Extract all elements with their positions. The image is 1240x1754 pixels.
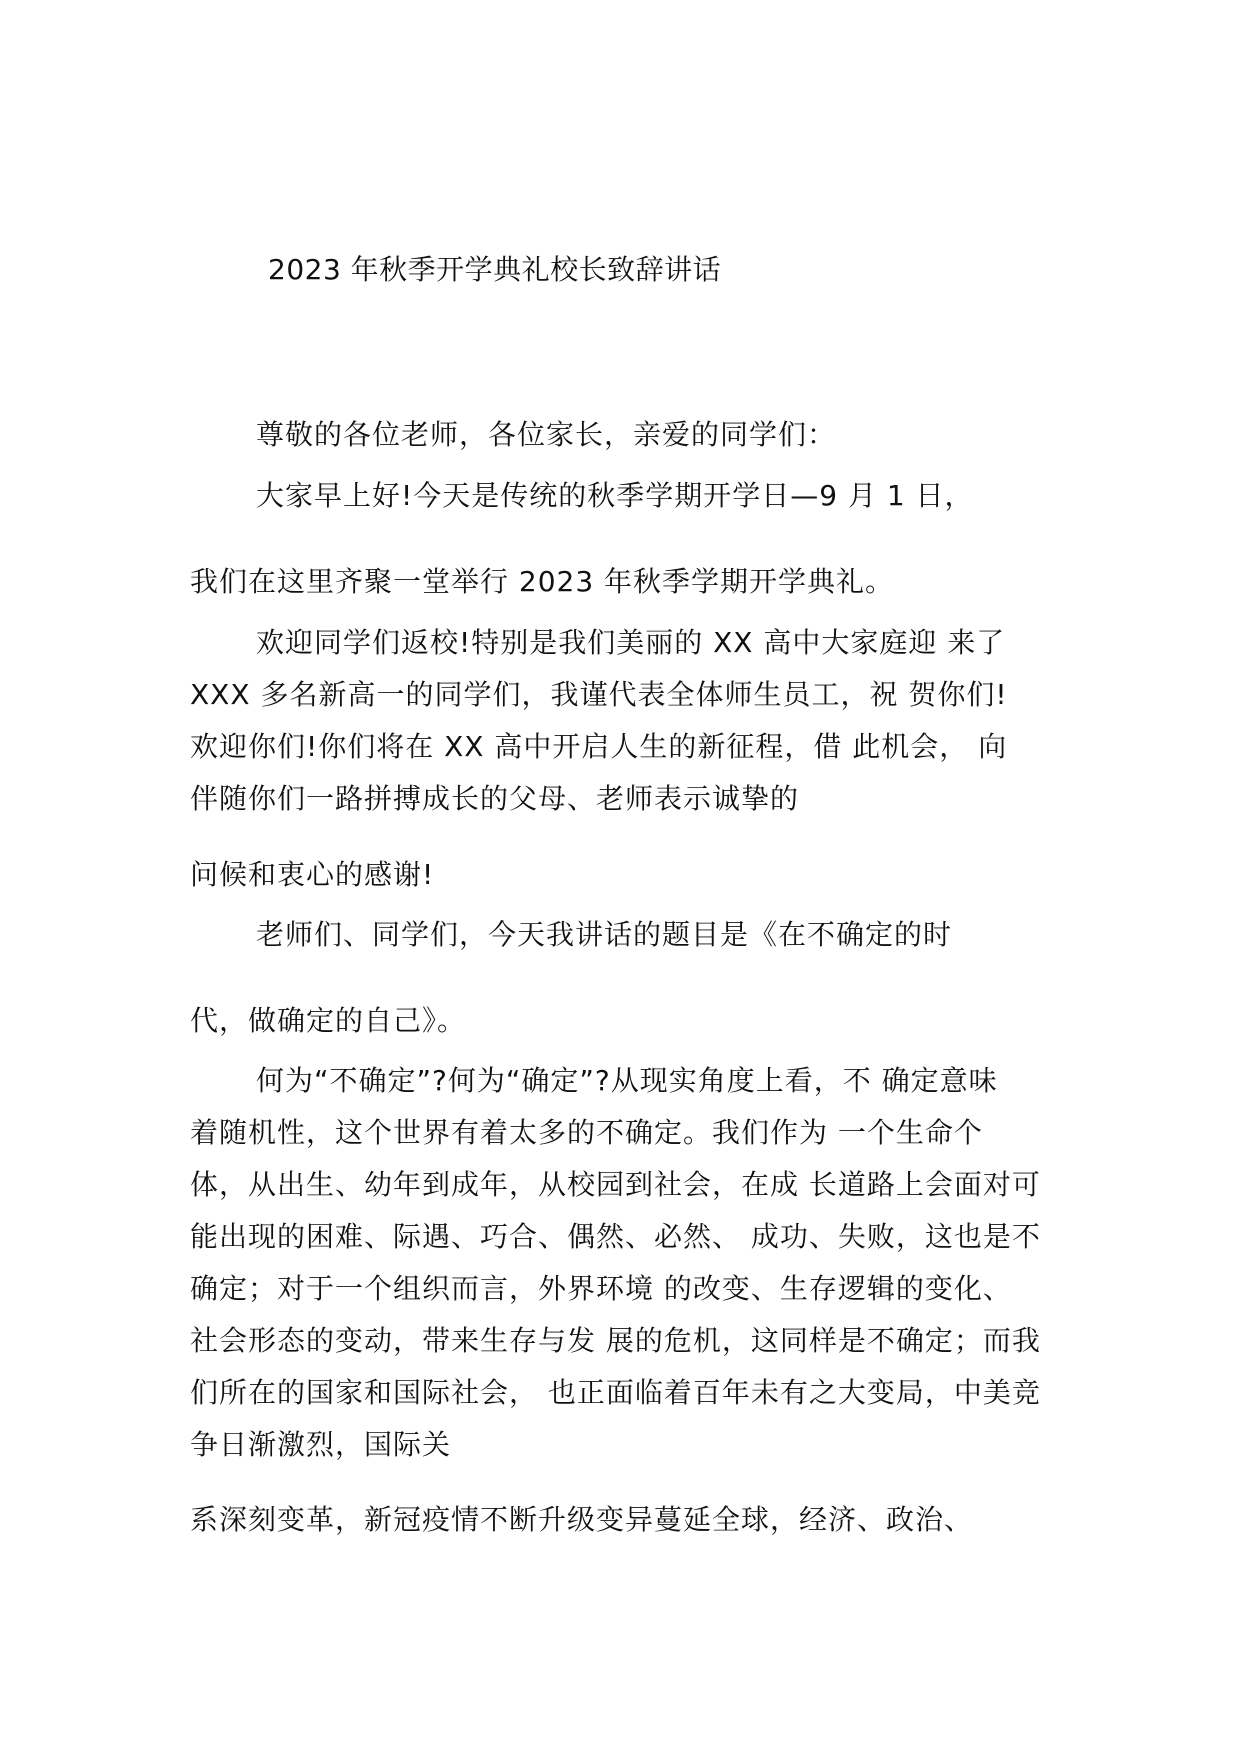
paragraph-line: 系深刻变革，新冠疫情不断升级变异蔓延全球，经济、政治、 [190, 1503, 974, 1536]
document-title: 2023 年秋季开学典礼校长致辞讲话 [268, 253, 722, 286]
paragraph-line: 我们在这里齐聚一堂举行 2023 年秋季学期开学典礼。 [190, 565, 895, 598]
paragraph-line: XXX 多名新高一的同学们，我谨代表全体师生员工，祝 贺你们! [190, 678, 1008, 711]
paragraph-line: 何为“不确定”?何为“确定”?从现实角度上看，不 确定意味 [256, 1064, 998, 1097]
paragraph-line: 老师们、同学们，今天我讲话的题目是《在不确定的时 [256, 918, 953, 951]
paragraph-line: 伴随你们一路拼搏成长的父母、老师表示诚挚的 [190, 782, 800, 815]
paragraph-line: 争日渐激烈，国际关 [190, 1428, 452, 1461]
paragraph-line: 欢迎同学们返校!特别是我们美丽的 XX 高中大家庭迎 来了 [256, 626, 1006, 659]
paragraph-line: 确定；对于一个组织而言，外界环境 的改变、生存逻辑的变化、 [190, 1272, 1012, 1305]
paragraph-line: 们所在的国家和国际社会， 也正面临着百年未有之大变局，中美竞 [190, 1376, 1041, 1409]
salutation-line: 尊敬的各位老师，各位家长，亲爱的同学们： [256, 418, 837, 451]
paragraph-line: 欢迎你们!你们将在 XX 高中开启人生的新征程，借 此机会， 向 [190, 730, 1008, 763]
paragraph-line: 大家早上好!今天是传统的秋季学期开学日—9 月 1 日， [256, 479, 974, 512]
paragraph-line: 代，做确定的自己》。 [190, 1004, 467, 1037]
paragraph-line: 社会形态的变动，带来生存与发 展的危机，这同样是不确定；而我 [190, 1324, 1041, 1357]
paragraph-line: 问候和衷心的感谢! [190, 858, 435, 891]
paragraph-line: 着随机性，这个世界有着太多的不确定。我们作为 一个生命个 [190, 1116, 983, 1149]
paragraph-line: 体，从出生、幼年到成年，从校园到社会，在成 长道路上会面对可 [190, 1168, 1041, 1201]
paragraph-line: 能出现的困难、际遇、巧合、偶然、必然、 成功、失败，这也是不 [190, 1220, 1041, 1253]
